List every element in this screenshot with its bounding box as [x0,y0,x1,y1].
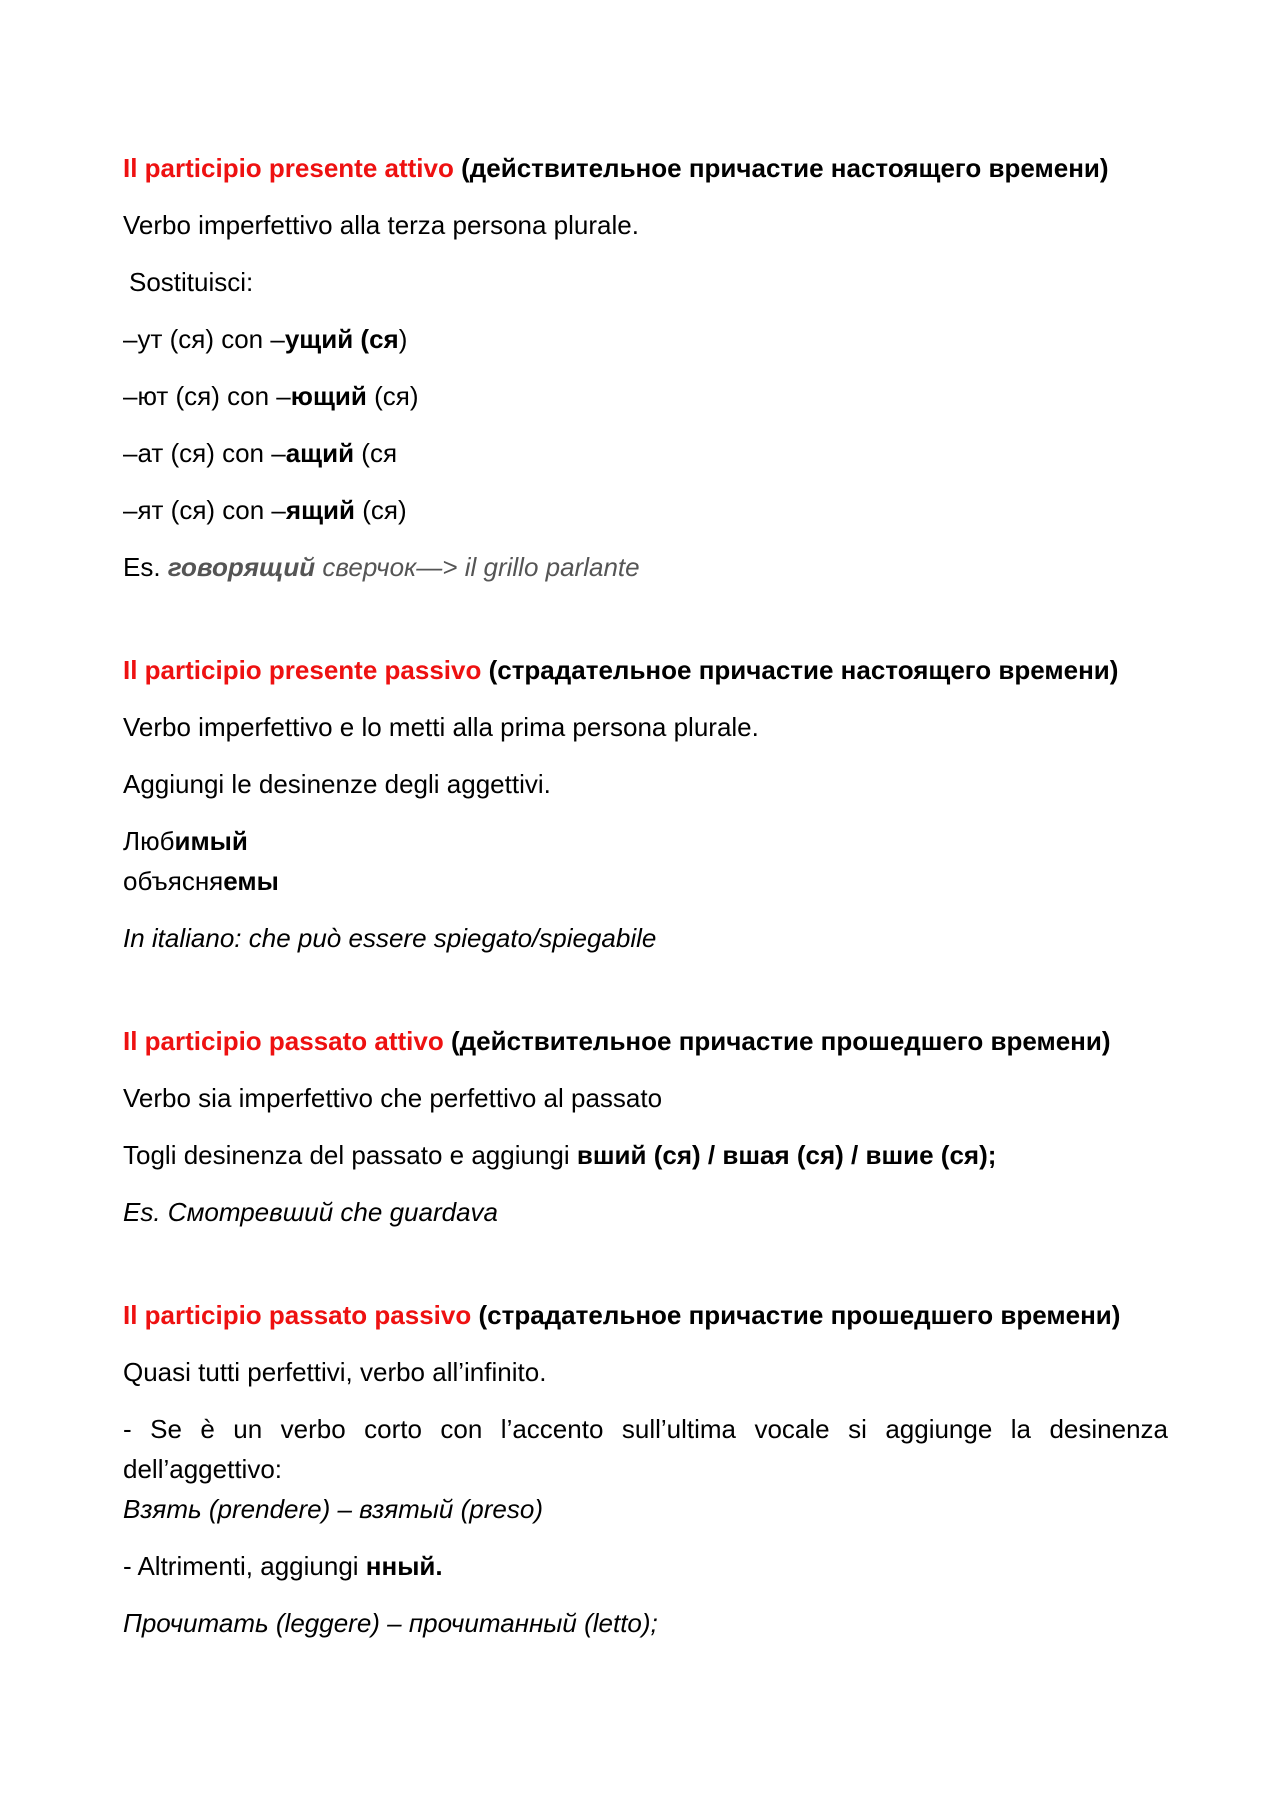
rule-after: (ся) [366,381,419,411]
section-heading [123,650,1168,690]
rule-paragraph-cont: dell’aggettivo: [123,1454,282,1484]
example-word [123,861,1168,901]
section-description [123,1135,1168,1175]
example-ending: емы [223,866,279,896]
rule-text: - Altrimenti, aggiungi [123,1551,366,1581]
heading-russian: (действительное причастие прошедшего времени) [450,1026,1111,1056]
rule-from: –ат (ся) con – [123,438,286,468]
example-line: Взять (prendere) – взятый (preso) [123,1494,543,1524]
section-description: Verbo imperfettivo alla terza persona plurale. [123,210,639,240]
rule-line [123,433,1168,473]
section-description: Verbo imperfettivo e lo metti alla prima persona plurale. [123,712,759,742]
example-word [123,821,1168,861]
rule-line [123,319,1168,359]
example-stem: объясня [123,866,224,896]
example-line [123,547,1168,587]
document-page [123,148,1168,1660]
example-bold: говорящий [167,552,316,582]
example-stem: Люб [123,826,175,856]
example-line: Прочитать (leggere) – прочитанный (letto); [123,1608,658,1638]
rule-from: –ют (ся) con – [123,381,291,411]
rule-line [123,490,1168,530]
heading-italian: Il participio presente passivo [123,655,482,685]
substitute-label: Sostituisci: [129,267,254,297]
section-heading [123,1295,1168,1335]
heading-russian: (действительное причастие настоящего времени) [461,153,1109,183]
rule-after: (ся) [354,495,407,525]
translation-note: In italiano: che può essere spiegato/spiegabile [123,923,657,953]
rule-paragraph [123,1546,1168,1586]
rule-from: –ят (ся) con – [123,495,286,525]
desc-bold-endings: вший (ся) / вшая (ся) / вшие (ся); [576,1140,997,1170]
desc-text: Togli desinenza del passato e aggiungi [123,1140,577,1170]
example-ending: имый [174,826,248,856]
rule-ending: ущий (ся [284,324,399,354]
rule-line [123,376,1168,416]
example-prefix: Es. [123,552,161,582]
rule-bold-ending: нный. [365,1551,443,1581]
example-line: Es. Смотревший che guardava [123,1197,498,1227]
rule-after: ) [398,324,408,354]
section-description: Aggiungi le desinenze degli aggettivi. [123,769,551,799]
section-heading [123,1021,1168,1061]
rule-paragraph: - Se è un verbo corto con l’accento sull’ultima vocale si aggiunge la desinenza [123,1414,1168,1444]
section-heading [123,148,1168,188]
heading-italian: Il participio passato attivo [123,1026,444,1056]
example-rest: сверчок—> il grillo parlante [315,552,640,582]
rule-ending: ящий [285,495,355,525]
rule-ending: ащий [285,438,355,468]
section-description: Verbo sia imperfettivo che perfettivo al passato [123,1083,663,1113]
rule-from: –ут (ся) con – [123,324,285,354]
heading-italian: Il participio passato passivo [123,1300,472,1330]
rule-after: (ся [354,438,398,468]
section-description: Quasi tutti perfettivi, verbo all’infinito. [123,1357,547,1387]
heading-russian: (страдательное причастие настоящего времени) [488,655,1119,685]
heading-italian: Il participio presente attivo [123,153,454,183]
rule-ending: ющий [290,381,367,411]
heading-russian: (страдательное причастие прошедшего времени) [478,1300,1121,1330]
